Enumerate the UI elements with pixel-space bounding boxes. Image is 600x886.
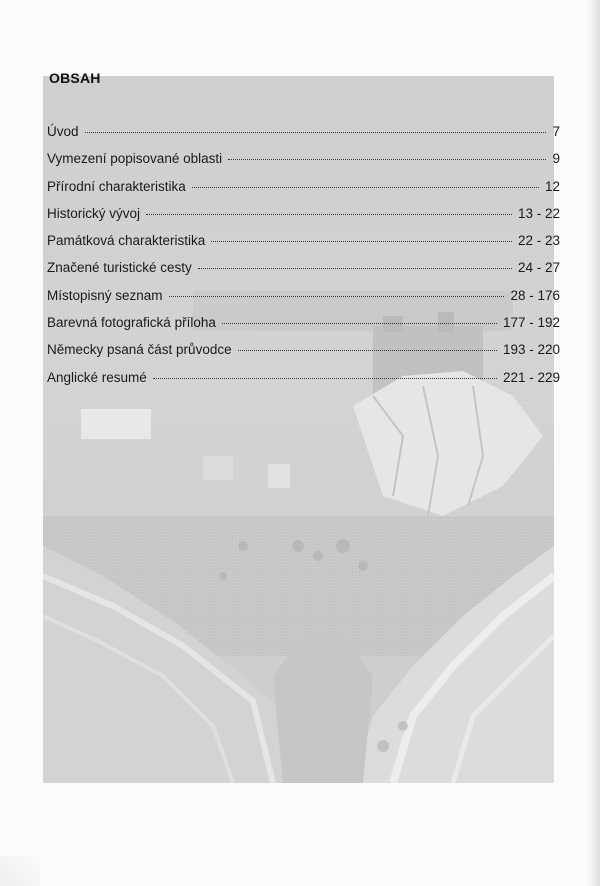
toc-entry: [47, 342, 560, 369]
dot-leader: [198, 268, 512, 269]
toc-entry: [47, 233, 560, 260]
dot-leader: [153, 378, 497, 379]
toc-entry-label: Značené turistické cesty: [47, 260, 192, 276]
toc-entry-pages: 22 - 23: [517, 233, 560, 249]
toc-entry: [47, 179, 560, 206]
toc-entry-pages: 12: [544, 178, 560, 194]
toc-entry: [47, 370, 560, 397]
dot-leader: [146, 214, 512, 215]
toc-entry: [47, 151, 560, 178]
toc-entry: [47, 315, 560, 342]
toc-entry-pages: 7: [552, 124, 560, 139]
toc-entry-label: Místopisný seznam: [47, 287, 163, 303]
toc-entry: [47, 260, 560, 287]
toc-entry-label: Historický vývoj: [47, 205, 141, 221]
dot-leader: [169, 296, 505, 297]
toc-entry: [47, 206, 560, 233]
toc-entry: [47, 124, 560, 151]
toc-entry-pages: 193 - 220: [502, 342, 560, 358]
chapel-shape: [81, 409, 151, 439]
toc-entry-label: Německy psaná část průvodce: [47, 342, 232, 358]
toc-entry-pages: 221 - 229: [502, 369, 560, 385]
toc-entry-label: Vymezení popisované oblasti: [47, 151, 223, 167]
paper-corner-shadow: [0, 856, 40, 886]
toc-entry: [47, 288, 560, 315]
toc-heading: OBSAH: [49, 70, 101, 86]
toc-entry-label: Barevná fotografická příloha: [47, 315, 216, 331]
dot-leader: [228, 159, 546, 160]
toc-entry-pages: 9: [552, 151, 560, 167]
paper-edge-shadow: [586, 0, 600, 886]
toc-entry-label: Památková charakteristika: [47, 233, 206, 249]
toc-entry-pages: 24 - 27: [517, 260, 560, 276]
toc-entry-label: Anglické resumé: [47, 369, 147, 385]
toc-entry-pages: 177 - 192: [502, 315, 560, 331]
toc-entry-pages: 13 - 22: [517, 205, 560, 221]
dot-leader: [85, 132, 547, 133]
table-of-contents: [47, 124, 560, 397]
toc-entry-pages: 28 - 176: [510, 287, 560, 303]
dot-leader: [192, 187, 539, 188]
dot-leader: [238, 350, 497, 351]
dot-leader: [211, 241, 512, 242]
dot-leader: [222, 323, 497, 324]
toc-entry-label: Přírodní charakteristika: [47, 178, 186, 194]
toc-entry-label: Úvod: [47, 124, 79, 139]
